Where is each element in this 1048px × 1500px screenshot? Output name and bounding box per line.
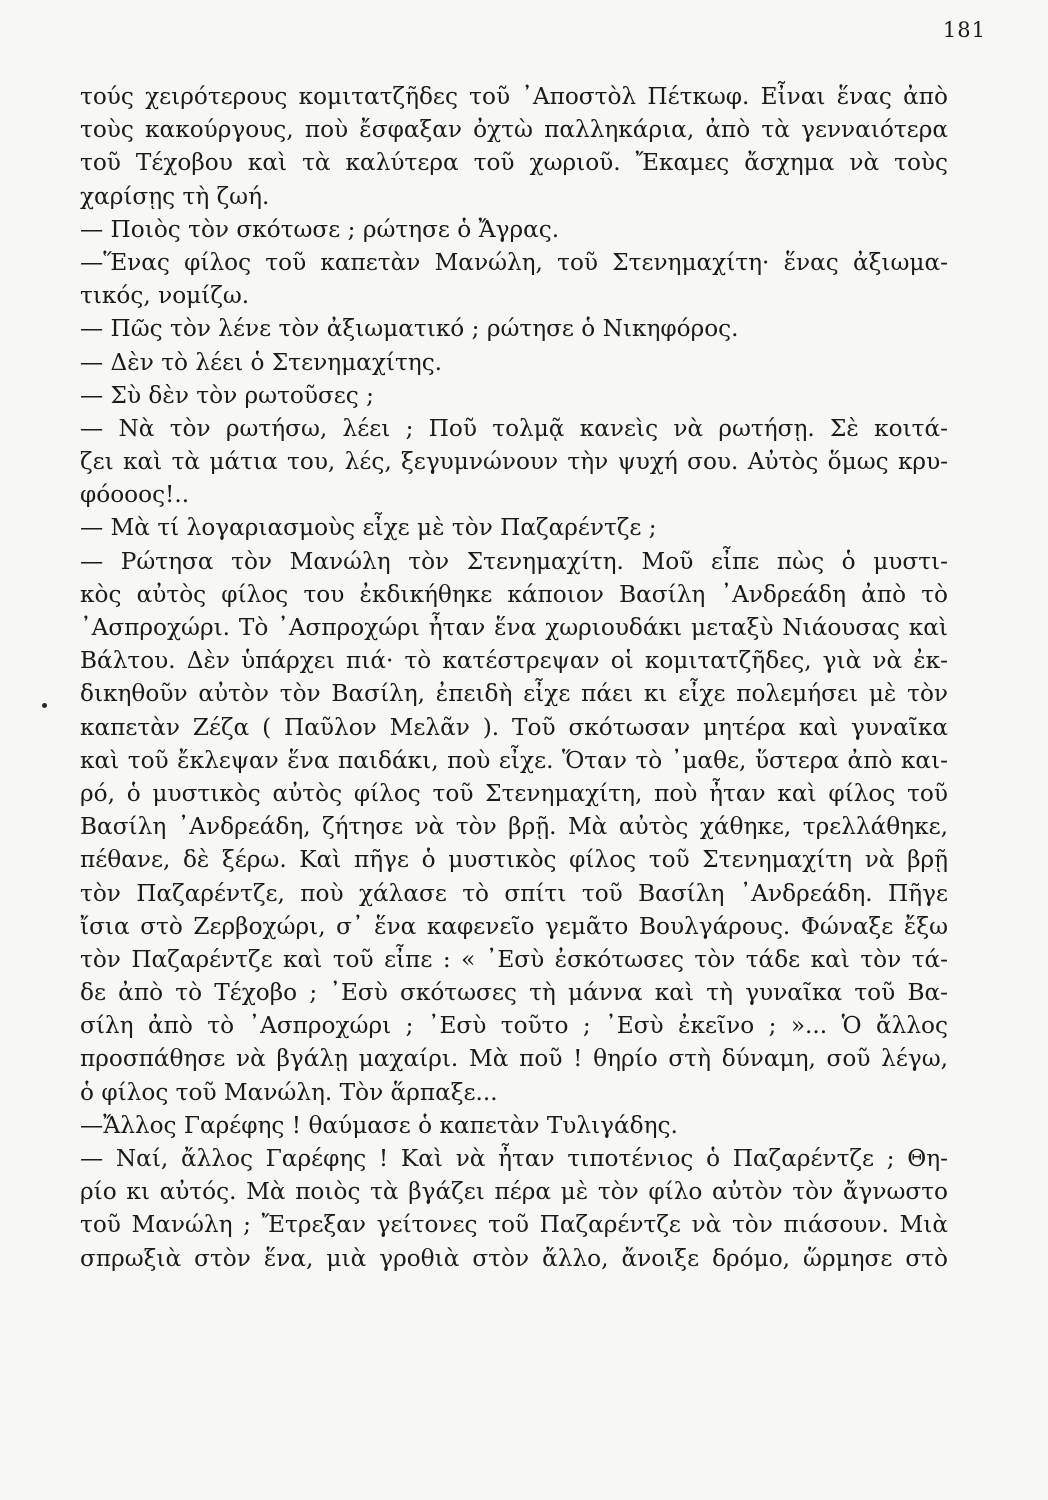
- text-line: — Δὲν τὸ λέει ὁ Στενημαχίτης.: [80, 348, 443, 376]
- text-line: κὸς αὐτὸς φίλος του ἐκδικήθηκε κάποιον Βασίλη ᾿Ανδρεάδη ἀπὸ τὸ: [80, 580, 948, 608]
- text-line: — Ναί, ἄλλος Γαρέφης ! Καὶ νὰ ἦταν τιποτένιος ὁ Παζαρέντζε ; Θη-: [80, 1145, 948, 1172]
- text-line: ρίο κι αὐτός. Μὰ ποιὸς τὰ βγάζει πέρα μὲ τὸν φίλο αὐτὸν τὸν ἄγνωστο: [80, 1178, 948, 1206]
- text-line: ζει καὶ τὰ μάτια του, λές, ξεγυμνώνουν τὴν ψυχή σου. Αὐτὸς ὅμως κρυ-: [80, 448, 948, 476]
- text-line: ἴσια στὸ Ζερβοχώρι, σ᾿ ἕνα καφενεῖο γεμᾶτο Βουλγάρους. Φώναξε ἔξω: [80, 912, 948, 940]
- text-line: Βάλτου. Δὲν ὑπάρχει πιά· τὸ κατέστρεψαν οἱ κομιτατζῆδες, γιὰ νὰ ἐκ-: [80, 647, 948, 675]
- text-line: τοὺς κακούργους, ποὺ ἔσφαξαν ὀχτὼ παλληκάρια, ἀπὸ τὰ γενναιότερα: [80, 116, 948, 144]
- text-line: τοῦ Τέχοβου καὶ τὰ καλύτερα τοῦ χωριοῦ. Ἔκαμες ἄσχημα νὰ τοὺς: [80, 149, 948, 177]
- text-line: — Μὰ τί λογαριασμοὺς εἶχε μὲ τὸν Παζαρέντζε ;: [80, 514, 657, 542]
- body-text: [80, 80, 948, 1275]
- text-line: —Ἄλλος Γαρέφης ! θαύμασε ὁ καπετὰν Τυλιγάδης.: [80, 1111, 678, 1139]
- text-line: πέθανε, δὲ ξέρω. Καὶ πῆγε ὁ μυστικὸς φίλος τοῦ Στενημαχίτη νὰ βρῇ: [80, 846, 948, 874]
- text-line: — Ποιὸς τὸν σκότωσε ; ρώτησε ὁ Ἄγρας.: [80, 215, 560, 243]
- text-line: τικός, νομίζω.: [80, 282, 250, 310]
- text-line: — Ρώτησα τὸν Μανώλη τὸν Στενημαχίτη. Μοῦ εἶπε πὼς ὁ μυστι-: [80, 547, 948, 575]
- text-line: δικηθοῦν αὐτὸν τὸν Βασίλη, ἐπειδὴ εἶχε πάει κι εἶχε πολεμήσει μὲ τὸν: [80, 680, 948, 708]
- text-line: ὁ φίλος τοῦ Μανώλη. Τὸν ἅρπαξε...: [80, 1078, 498, 1106]
- margin-dot-mark: [42, 703, 47, 708]
- text-line: τοῦ Μανώλη ; Ἔτρεξαν γείτονες τοῦ Παζαρέντζε νὰ τὸν πιάσουν. Μιὰ: [80, 1211, 948, 1239]
- text-line: σίλη ἀπὸ τὸ ᾿Ασπροχώρι ; ᾿Εσὺ τοῦτο ; ᾿Εσὺ ἐκεῖνο ; »... Ὁ ἄλλος: [80, 1012, 948, 1040]
- text-line: —Ἕνας φίλος τοῦ καπετὰν Μανώλη, τοῦ Στενημαχίτη· ἕνας ἀξιωμα-: [80, 248, 948, 276]
- text-line: καὶ τοῦ ἔκλεψαν ἕνα παιδάκι, ποὺ εἶχε. Ὅταν τὸ ᾿μαθε, ὕστερα ἀπὸ και-: [80, 746, 948, 774]
- text-line: — Πῶς τὸν λένε τὸν ἀξιωματικό ; ρώτησε ὁ Νικηφόρος.: [80, 315, 739, 343]
- text-line: σπρωξιὰ στὸν ἕνα, μιὰ γροθιὰ στὸν ἄλλο, ἄνοιξε δρόμο, ὥρμησε στὸ: [80, 1244, 948, 1272]
- text-line: — Νὰ τὸν ρωτήσω, λέει ; Ποῦ τολμᾷ κανεὶς νὰ ρωτήσῃ. Σὲ κοιτά-: [80, 414, 948, 442]
- text-line: φόοοος!..: [80, 481, 190, 509]
- text-line: Βασίλη ᾿Ανδρεάδη, ζήτησε νὰ τὸν βρῇ. Μὰ αὐτὸς χάθηκε, τρελλάθηκε,: [80, 813, 948, 841]
- text-line: τούς χειρότερους κομιτατζῆδες τοῦ ᾿Αποστὸλ Πέτκωφ. Εἶναι ἕνας ἀπὸ: [80, 83, 948, 110]
- text-line: δε ἀπὸ τὸ Τέχοβο ; ᾿Εσὺ σκότωσες τὴ μάννα καὶ τὴ γυναῖκα τοῦ Βα-: [80, 979, 948, 1007]
- text-line: ᾿Ασπροχώρι. Τὸ ᾿Ασπροχώρι ἦταν ἕνα χωριουδάκι μεταξὺ Νιάουσας καὶ: [80, 614, 948, 641]
- page-number: 181: [942, 18, 986, 42]
- text-line: καπετὰν Ζέζα ( Παῦλον Μελᾶν ). Τοῦ σκότωσαν μητέρα καὶ γυναῖκα: [80, 713, 948, 741]
- text-line: τὸν Παζαρέντζε καὶ τοῦ εἶπε : « ᾿Εσὺ ἐσκότωσες τὸν τάδε καὶ τὸν τά-: [80, 945, 948, 973]
- text-line: — Σὺ δὲν τὸν ρωτοῦσες ;: [80, 381, 374, 409]
- text-line: προσπάθησε νὰ βγάλῃ μαχαίρι. Μὰ ποῦ ! θηρίο στὴ δύναμη, σοῦ λέγω,: [80, 1045, 948, 1073]
- text-line: τὸν Παζαρέντζε, ποὺ χάλασε τὸ σπίτι τοῦ Βασίλη ᾿Ανδρεάδη. Πῆγε: [80, 879, 948, 907]
- text-line: ρό, ὁ μυστικὸς αὐτὸς φίλος τοῦ Στενημαχίτη, ποὺ ἦταν καὶ φίλος τοῦ: [80, 779, 948, 807]
- text-line: χαρίσῃς τὴ ζωή.: [80, 182, 270, 210]
